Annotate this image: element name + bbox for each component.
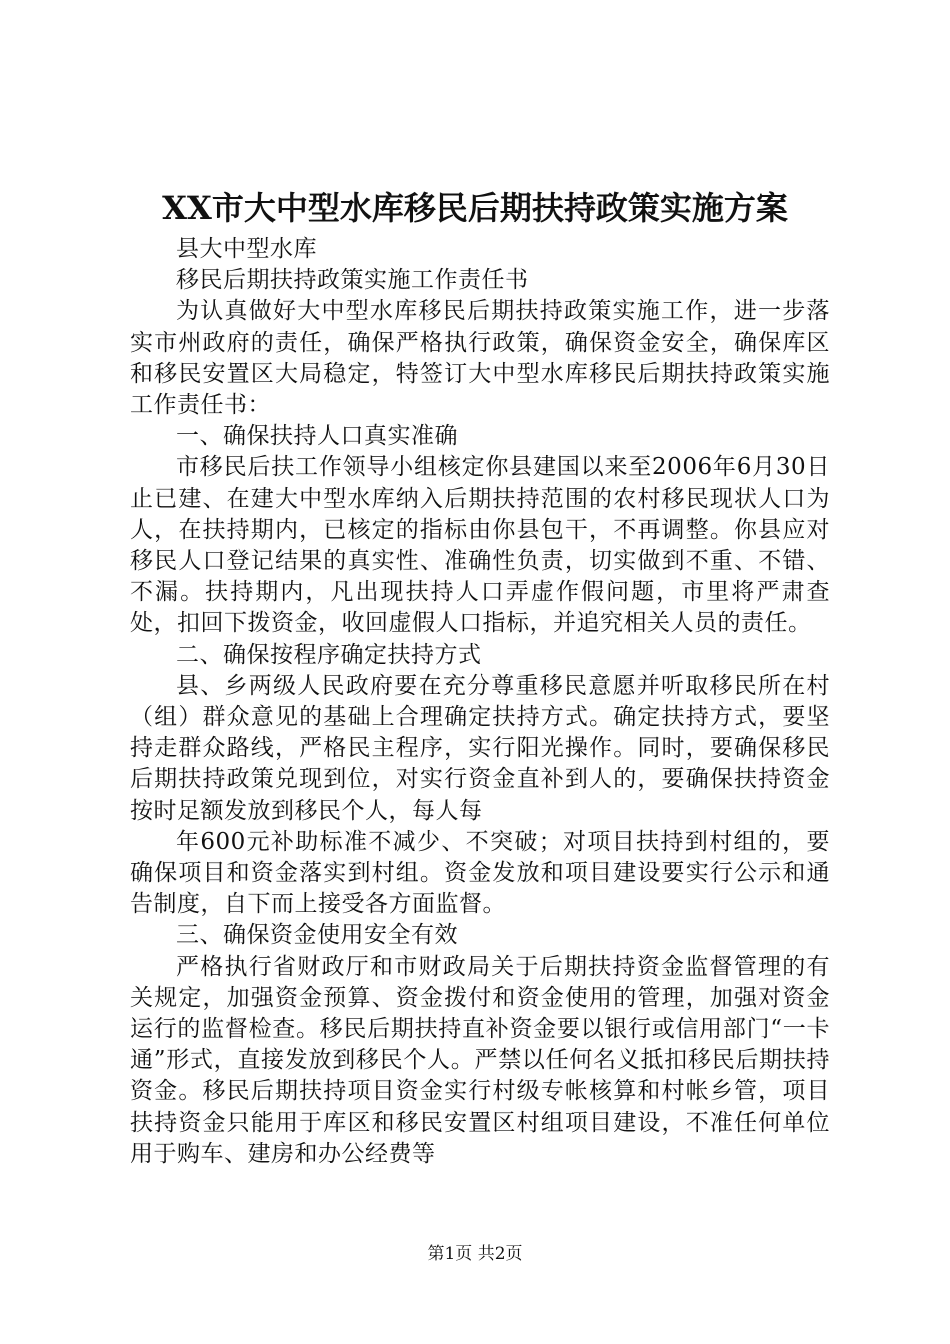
section-heading-3: 三、确保资金使用安全有效 [176, 922, 458, 949]
paragraph-section-2b: 年600元补助标准不减少、不突破；对项目扶持到村组的，要确保项目和资金落实到村组。资金发放和项目建设要实行公示和通告制度，自下而上接受各方面监督。 [130, 828, 830, 918]
paragraph-heading-county: 县大中型水库 [176, 236, 317, 262]
section-heading-1: 一、确保扶持人口真实准确 [176, 423, 458, 450]
page-footer: 第1页 共2页 [427, 1244, 523, 1264]
document-body [130, 234, 830, 1170]
paragraph-intro: 为认真做好大中型水库移民后期扶持政策实施工作，进一步落实市州政府的责任，确保严格执行政策，确保资金安全，确保库区和移民安置区大局稳定，特签订大中型水库移民后期扶持政策实施工作责任书： [130, 298, 830, 419]
section-heading-2: 二、确保按程序确定扶持方式 [176, 641, 482, 668]
paragraph-section-3: 严格执行省财政厅和市财政局关于后期扶持资金监督管理的有关规定，加强资金预算、资金拨付和资金使用的管理，加强对资金运行的监督检查。移民后期扶持直补资金要以银行或信用部门“一卡通”形式，直接发放到移民个人。严禁以任何名义抵扣移民后期扶持资金。移民后期扶持项目资金实行村级专帐核算和村帐乡管，项目扶持资金只能用于库区和移民安置区村组项目建设，不准任何单位用于购车、建房和办公经费等 [130, 953, 830, 1167]
paragraph-heading-responsibility: 移民后期扶持政策实施工作责任书 [176, 267, 529, 294]
document-title: XX市大中型水库移民后期扶持政策实施方案 [162, 189, 788, 227]
paragraph-section-2a: 县、乡两级人民政府要在充分尊重移民意愿并听取移民所在村（组）群众意见的基础上合理确定扶持方式。确定扶持方式，要坚持走群众路线，严格民主程序，实行阳光操作。同时，要确保移民后期扶持政策兑现到位，对实行资金直补到人的，要确保扶持资金按时足额发放到移民个人，每人每 [130, 672, 830, 824]
paragraph-section-1: 市移民后扶工作领导小组核定你县建国以来至2006年6月30日止已建、在建大中型水库纳入后期扶持范围的农村移民现状人口为人，在扶持期内，已核定的指标由你县包干，不再调整。你县应对移民人口登记结果的真实性、准确性负责，切实做到不重、不错、不漏。扶持期内，凡出现扶持人口弄虚作假问题，市里将严肃查处，扣回下拨资金，收回虚假人口指标，并追究相关人员的责任。 [130, 454, 830, 637]
